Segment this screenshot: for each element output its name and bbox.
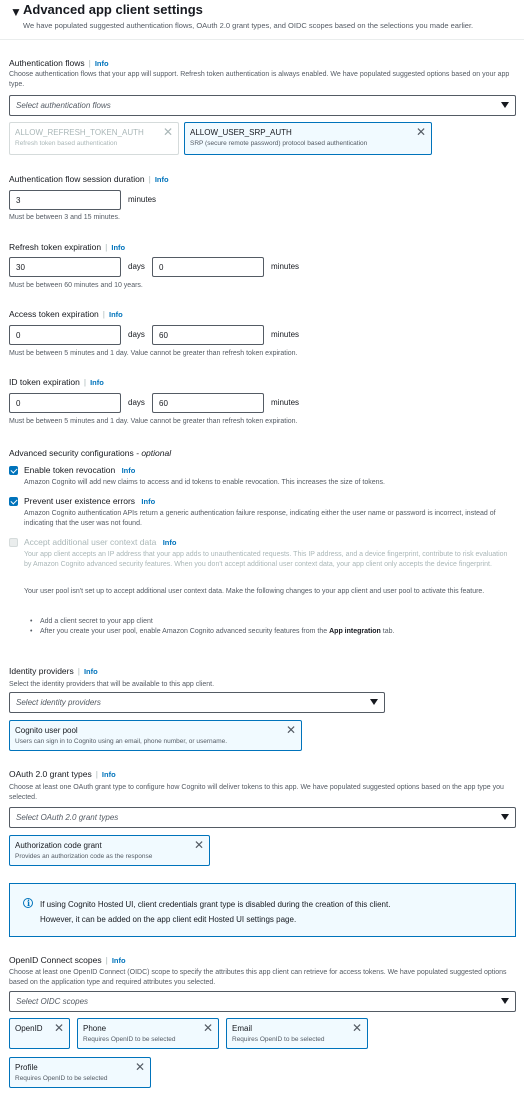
auth-flows-label-text: Authentication flows bbox=[9, 58, 85, 68]
oauth-info-link[interactable]: Info bbox=[101, 770, 116, 779]
refresh-token-minutes-unit: minutes bbox=[271, 262, 300, 271]
oauth-label: OAuth 2.0 grant types | Info bbox=[9, 769, 116, 779]
close-icon[interactable]: ✕ bbox=[193, 838, 204, 852]
info-alert bbox=[9, 883, 516, 937]
oauth-placeholder: Select OAuth 2.0 grant types bbox=[16, 813, 119, 822]
token-revocation-info-link[interactable]: Info bbox=[121, 466, 136, 475]
security-heading-optional: - optional bbox=[136, 448, 172, 458]
user-context-checkbox bbox=[9, 538, 18, 547]
oidc-token-profile bbox=[9, 1057, 151, 1088]
token-description: Provides an authorization code as the response bbox=[15, 853, 153, 860]
refresh-token-days-input[interactable]: 30 bbox=[9, 257, 121, 277]
oidc-label-text: OpenID Connect scopes bbox=[9, 955, 102, 965]
prevent-existence-description: Amazon Cognito authentication APIs return a generic authentication failure response, indicating either the user name or password is incorrect, instead of indicating that the user was not found. bbox=[24, 510, 496, 527]
refresh-token-constraint: Must be between 60 minutes and 10 years. bbox=[9, 282, 143, 289]
prevent-existence-label-text: Prevent user existence errors bbox=[24, 496, 136, 506]
dropdown-arrow-icon bbox=[501, 998, 509, 1004]
token-label: ALLOW_USER_SRP_AUTH bbox=[190, 128, 292, 137]
user-context-steps bbox=[40, 617, 394, 636]
token-label: Authorization code grant bbox=[15, 841, 102, 850]
oauth-description: Choose at least one OAuth grant type to configure how Cognito will deliver tokens to this app. We have populated suggested options based on the app type you selected. bbox=[9, 784, 504, 801]
close-icon: ✕ bbox=[162, 125, 173, 139]
security-heading-text: Advanced security configurations bbox=[9, 448, 134, 458]
oidc-token-phone bbox=[77, 1018, 219, 1049]
oidc-token-openid bbox=[9, 1018, 70, 1049]
list-item bbox=[40, 617, 394, 627]
access-token-label-text: Access token expiration bbox=[9, 309, 99, 319]
identity-provider-token-cognito bbox=[9, 720, 302, 751]
user-context-description: Your app client accepts an IP address that your app adds to unauthenticated requests. This IP address, and a device fingerprint, contribute to risk evaluation by Amazon Cognito advanced security features. When you don't accept additional user context data, your app client only accepts the device fingerprint. bbox=[24, 551, 508, 568]
oauth-token-auth-code bbox=[9, 835, 210, 866]
access-token-days-unit: days bbox=[128, 330, 145, 339]
oauth-select[interactable] bbox=[9, 807, 516, 828]
close-icon[interactable]: ✕ bbox=[351, 1021, 362, 1035]
oidc-description: Choose at least one OpenID Connect (OIDC) scope to specify the attributes this app client can retrieve for access tokens. We have populated suggested options based on the application type and required attributes you selected. bbox=[9, 969, 507, 986]
close-icon[interactable]: ✕ bbox=[202, 1021, 213, 1035]
access-token-minutes-input[interactable]: 60 bbox=[152, 325, 264, 345]
refresh-token-label: Refresh token expiration | Info bbox=[9, 242, 126, 252]
oidc-placeholder: Select OIDC scopes bbox=[16, 997, 89, 1006]
section-description: We have populated suggested authentication flows, OAuth 2.0 grant types, and OIDC scopes based on the selections you made earlier. bbox=[23, 21, 474, 30]
identity-providers-info-link[interactable]: Info bbox=[83, 667, 98, 676]
refresh-token-info-link[interactable]: Info bbox=[111, 243, 126, 252]
step-text: Add a client secret to your app client bbox=[40, 618, 153, 625]
step-text-suffix: tab. bbox=[380, 627, 395, 635]
alert-line-2: However, it can be added on the app client edit Hosted UI settings page. bbox=[40, 915, 297, 924]
step-text: After you create your user pool, enable Amazon Cognito advanced security features from the bbox=[40, 627, 330, 635]
identity-providers-select[interactable] bbox=[9, 692, 385, 713]
identity-providers-label-text: Identity providers bbox=[9, 666, 74, 676]
oidc-select[interactable] bbox=[9, 991, 516, 1012]
access-token-info-link[interactable]: Info bbox=[109, 310, 123, 319]
dropdown-arrow-icon bbox=[501, 814, 509, 820]
refresh-token-label-text: Refresh token expiration bbox=[9, 242, 102, 252]
list-item bbox=[40, 627, 394, 637]
close-icon[interactable]: ✕ bbox=[415, 125, 426, 139]
id-token-minutes-unit: minutes bbox=[271, 398, 300, 407]
token-description: Requires OpenID to be selected bbox=[83, 1036, 176, 1043]
info-circle-icon bbox=[23, 898, 33, 908]
user-context-label-text: Accept additional user context data bbox=[24, 537, 157, 547]
oidc-label: OpenID Connect scopes | Info bbox=[9, 955, 126, 965]
auth-flow-token-refresh bbox=[9, 122, 179, 155]
identity-providers-description: Select the identity providers that will be available to this app client. bbox=[9, 681, 215, 688]
token-label: Profile bbox=[15, 1063, 38, 1072]
caret-down-icon[interactable]: ▼ bbox=[10, 5, 22, 19]
id-token-days-unit: days bbox=[128, 398, 145, 407]
token-label: Cognito user pool bbox=[15, 726, 78, 735]
id-token-minutes-input[interactable]: 60 bbox=[152, 393, 264, 413]
id-token-info-link[interactable]: Info bbox=[90, 378, 104, 387]
identity-providers-label: Identity providers | Info bbox=[9, 666, 98, 676]
auth-flow-token-srp bbox=[184, 122, 432, 155]
user-context-info-link[interactable]: Info bbox=[162, 538, 177, 547]
access-token-constraint: Must be between 5 minutes and 1 day. Value cannot be greater than refresh token expiration. bbox=[9, 350, 298, 357]
close-icon[interactable]: ✕ bbox=[134, 1060, 145, 1074]
id-token-label: ID token expiration | Info bbox=[9, 377, 104, 387]
session-duration-label: Authentication flow session duration | Info bbox=[9, 174, 169, 184]
oidc-info-link[interactable]: Info bbox=[111, 956, 126, 965]
access-token-label: Access token expiration | Info bbox=[9, 309, 123, 319]
token-revocation-checkbox[interactable] bbox=[9, 466, 18, 475]
prevent-existence-info-link[interactable]: Info bbox=[141, 497, 156, 506]
id-token-constraint: Must be between 5 minutes and 1 day. Value cannot be greater than refresh token expiration. bbox=[9, 418, 298, 425]
id-token-days-input[interactable]: 0 bbox=[9, 393, 121, 413]
close-icon[interactable]: ✕ bbox=[285, 723, 296, 737]
close-icon[interactable]: ✕ bbox=[53, 1021, 64, 1035]
token-description: Refresh token based authentication bbox=[15, 140, 118, 147]
refresh-token-minutes-input[interactable]: 0 bbox=[152, 257, 264, 277]
token-revocation-label bbox=[24, 465, 135, 475]
section-header bbox=[0, 0, 524, 40]
token-revocation-label-text: Enable token revocation bbox=[24, 465, 116, 475]
id-token-label-text: ID token expiration bbox=[9, 377, 80, 387]
token-revocation-description: Amazon Cognito will add new claims to access and id tokens to enable revocation. This increases the size of tokens. bbox=[24, 479, 385, 486]
access-token-days-input[interactable]: 0 bbox=[9, 325, 121, 345]
step-text-bold: App integration bbox=[329, 627, 381, 635]
auth-flows-label: Authentication flows | Info bbox=[9, 58, 109, 68]
refresh-token-days-unit: days bbox=[128, 262, 145, 271]
session-duration-input[interactable]: 3 bbox=[9, 190, 121, 210]
identity-providers-placeholder: Select identity providers bbox=[16, 698, 101, 707]
auth-flows-placeholder: Select authentication flows bbox=[16, 101, 111, 110]
dropdown-arrow-icon bbox=[370, 699, 378, 705]
token-label: Email bbox=[232, 1024, 253, 1033]
oidc-token-email bbox=[226, 1018, 368, 1049]
user-context-label bbox=[24, 537, 176, 547]
security-heading bbox=[9, 448, 171, 458]
dropdown-arrow-icon bbox=[501, 102, 509, 108]
alert-line-1: If using Cognito Hosted UI, client credentials grant type is disabled during the creation of this client. bbox=[40, 900, 391, 909]
prevent-existence-checkbox[interactable] bbox=[9, 497, 18, 506]
token-label: Phone bbox=[83, 1024, 107, 1033]
token-description: Users can sign in to Cognito using an email, phone number, or username. bbox=[15, 738, 228, 745]
session-duration-constraint: Must be between 3 and 15 minutes. bbox=[9, 214, 120, 221]
session-duration-label-text: Authentication flow session duration bbox=[9, 174, 145, 184]
user-context-note: Your user pool isn't set up to accept additional user context data. Make the following changes to your app client and user pool to activate this feature. bbox=[24, 588, 485, 595]
token-label: ALLOW_REFRESH_TOKEN_AUTH bbox=[15, 128, 144, 137]
auth-flows-select[interactable] bbox=[9, 95, 516, 116]
oauth-label-text: OAuth 2.0 grant types bbox=[9, 769, 92, 779]
auth-flows-description: Choose authentication flows that your app will support. Refresh token authentication is always enabled. We have populated suggested options based on your app type. bbox=[9, 71, 510, 88]
section-title: Advanced app client settings bbox=[23, 2, 203, 17]
token-description: Requires OpenID to be selected bbox=[232, 1036, 325, 1043]
session-duration-info-link[interactable]: Info bbox=[154, 175, 169, 184]
token-label: OpenID bbox=[15, 1024, 43, 1033]
alert-message bbox=[40, 897, 390, 927]
auth-flows-info-link[interactable]: Info bbox=[94, 59, 109, 68]
token-description: SRP (secure remote password) protocol based authentication bbox=[190, 140, 368, 147]
access-token-minutes-unit: minutes bbox=[271, 330, 300, 339]
prevent-existence-label bbox=[24, 496, 155, 506]
session-duration-unit: minutes bbox=[128, 195, 157, 204]
token-description: Requires OpenID to be selected bbox=[15, 1075, 108, 1082]
